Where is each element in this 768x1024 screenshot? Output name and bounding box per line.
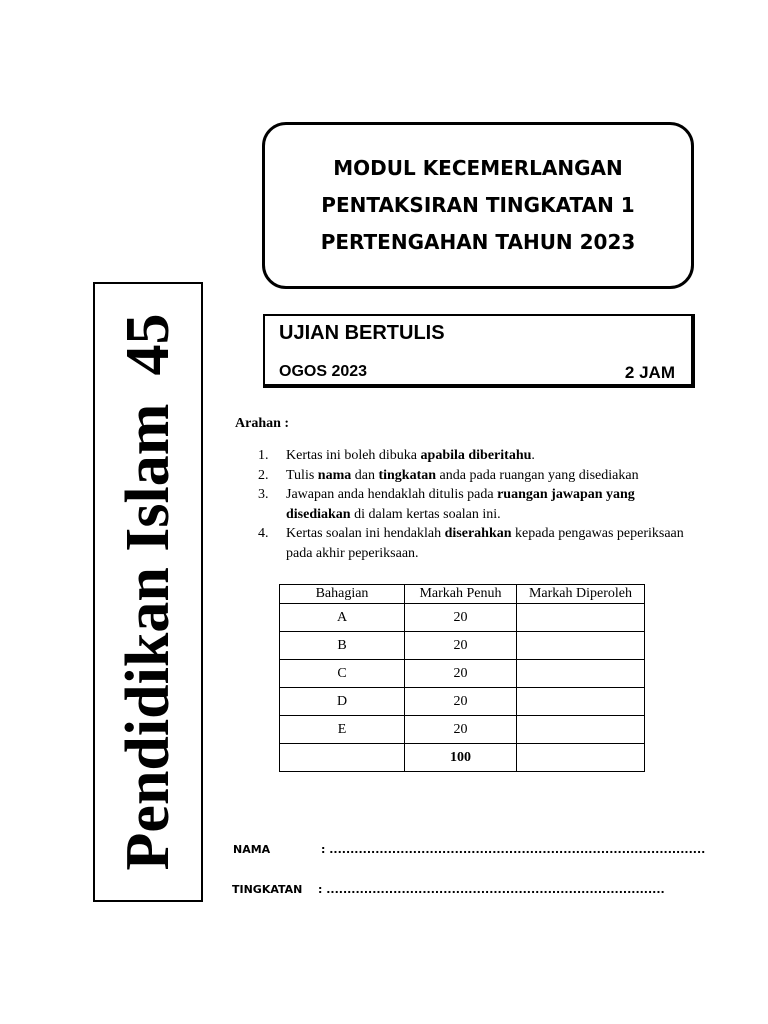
total-label-cell: [280, 744, 405, 772]
table-cell: 20: [405, 632, 517, 660]
table-cell: 20: [405, 688, 517, 716]
instruction-emphasis: apabila diberitahu: [420, 448, 532, 463]
obtained-marks-cell[interactable]: [517, 604, 645, 632]
table-row: [280, 660, 645, 688]
instruction-text: anda pada ruangan yang disediakan: [436, 467, 639, 483]
instruction-item: [258, 466, 692, 486]
subject-sidebar: [93, 282, 203, 902]
class-input-line[interactable]: : .................................................................................: [318, 883, 665, 896]
instruction-emphasis: diserahkan: [444, 526, 512, 541]
table-cell: E: [280, 716, 405, 744]
exam-title: UJIAN BERTULIS: [279, 322, 445, 344]
table-cell: D: [280, 688, 405, 716]
instruction-text: Jawapan anda hendaklah ditulis pada: [286, 487, 498, 502]
table-row: [280, 688, 645, 716]
title-line-3: PERTENGAHAN TAHUN 2023: [320, 230, 636, 254]
table-row: [280, 716, 645, 744]
instruction-number: 4.: [258, 526, 269, 541]
header-markah-penuh: Markah Penuh: [405, 585, 517, 604]
table-cell: A: [280, 604, 405, 632]
instruction-number: 2.: [258, 467, 269, 483]
title-line-2: PENTAKSIRAN TINGKATAN 1: [321, 193, 635, 217]
obtained-marks-cell[interactable]: [517, 688, 645, 716]
marks-table-header: [280, 585, 645, 604]
instruction-text: kepada pengawas peperiksaan pada akhir peperiksaan.: [286, 526, 684, 561]
obtained-marks-cell[interactable]: [517, 660, 645, 688]
table-cell: 20: [405, 604, 517, 632]
instruction-text: dan: [351, 467, 379, 483]
title-line-1: MODUL KECEMERLANGAN: [333, 156, 623, 180]
table-cell: C: [280, 660, 405, 688]
table-cell: B: [280, 632, 405, 660]
class-field: [232, 883, 665, 896]
total-row: [280, 744, 645, 772]
total-obtained-cell[interactable]: [517, 744, 645, 772]
subject-title: [114, 313, 182, 871]
table-cell: 20: [405, 660, 517, 688]
exam-date: OGOS 2023: [279, 363, 368, 380]
instruction-item: [258, 485, 692, 524]
marks-table: [279, 584, 645, 772]
table-row: [280, 632, 645, 660]
instruction-text: Kertas ini boleh dibuka: [286, 448, 421, 463]
exam-duration: 2 JAM: [624, 363, 675, 382]
instruction-number: 1.: [258, 448, 269, 463]
table-cell: 20: [405, 716, 517, 744]
subject-code: 45: [114, 313, 182, 376]
header-markah-diperoleh: Markah Diperoleh: [517, 585, 645, 604]
name-input-line[interactable]: : ..........................................................................................: [321, 843, 706, 856]
instruction-item: [258, 446, 692, 466]
instructions-heading: Arahan :: [235, 416, 290, 431]
exam-info-box: [263, 314, 695, 388]
name-field: [233, 843, 706, 856]
obtained-marks-cell[interactable]: [517, 716, 645, 744]
instruction-text: di dalam kertas soalan ini.: [350, 506, 501, 522]
total-marks-cell: 100: [405, 744, 517, 772]
table-row: [280, 604, 645, 632]
instruction-emphasis: tingkatan: [378, 467, 437, 483]
instructions-list: [258, 446, 692, 563]
obtained-marks-cell[interactable]: [517, 632, 645, 660]
instruction-text: .: [531, 448, 535, 463]
module-title-box: [262, 122, 694, 289]
subject-name: Pendidikan Islam: [114, 403, 182, 871]
name-label: NAMA: [233, 843, 271, 856]
instruction-text: Kertas soalan ini hendaklah: [286, 526, 445, 541]
instruction-text: Tulis: [286, 467, 318, 483]
instruction-item: [258, 524, 692, 563]
instruction-emphasis: ruangan jawapan yang disediakan: [286, 487, 635, 522]
header-bahagian: Bahagian: [280, 585, 405, 604]
class-label: TINGKATAN: [232, 883, 303, 896]
instruction-number: 3.: [258, 487, 269, 502]
instruction-emphasis: nama: [317, 467, 352, 483]
